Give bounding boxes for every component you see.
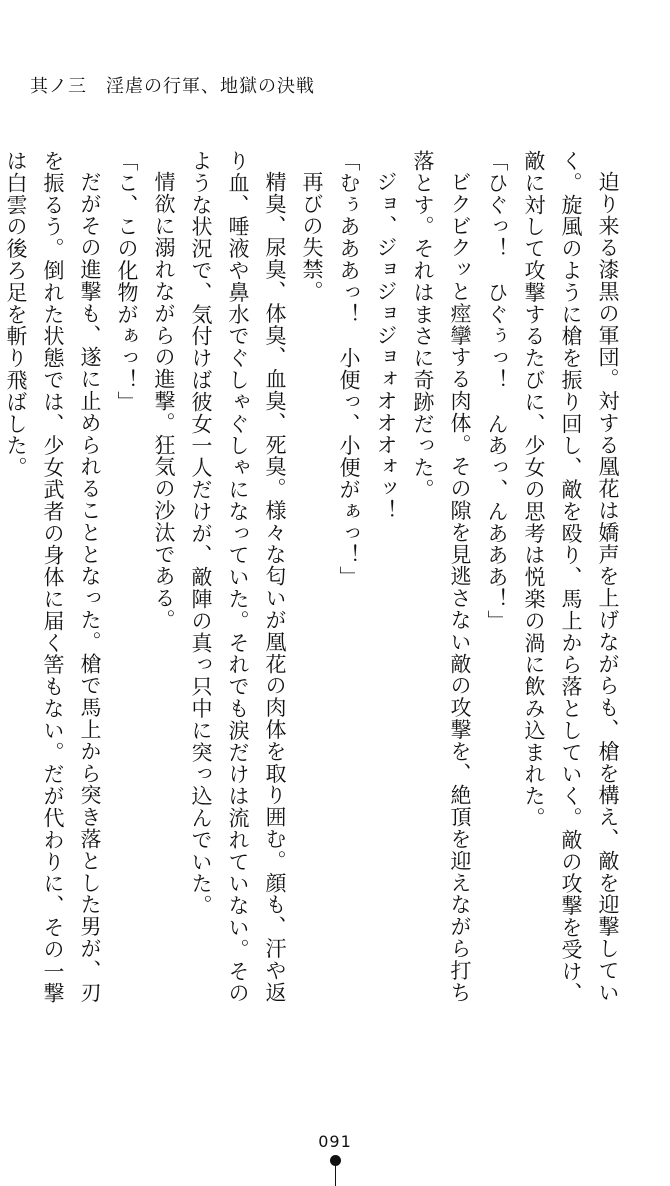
page-folio <box>0 1132 670 1186</box>
paragraph-narration: だがその進撃も、遂に止められることとなった。槍で馬上から突き落とした男が、刃を振るう。倒れた状態では、少女武者の身体に届く筈もない。だが代わりに、その一撃は白雲の後ろ足を斬り飛ばした。 <box>4 150 102 1005</box>
paragraph-dialogue: 「むぅあああっ！ 小便っ、小便がぁっ！」 <box>337 150 361 588</box>
paragraph-dialogue: 「ひぐっ！ ひぐぅっ！ んあっ、んあああ！」 <box>485 150 509 632</box>
paragraph-narration: ビクビクッと痙攣する肉体。その隙を見逃さない敵の攻撃を、絶頂を迎えながら打ち落とす。それはまさに奇跡だった。 <box>411 150 472 1004</box>
paragraph-narration: 再びの失禁。 <box>300 171 324 303</box>
running-head: 其ノ三 淫虐の行軍、地獄の決戦 <box>30 76 315 97</box>
vertical-body-text <box>0 150 626 1010</box>
paragraph-sound-effect: ジョ、ジョジョジョォオオオォッ！ <box>374 171 398 522</box>
folio-rule <box>335 1166 336 1186</box>
paragraph-narration: 情欲に溺れながらの進撃。狂気の沙汰である。 <box>152 171 176 631</box>
page-number: 091 <box>318 1132 352 1151</box>
folio-dot-icon <box>330 1155 341 1166</box>
paragraph-dialogue: 「こ、この化物がぁっ！」 <box>115 150 139 413</box>
paragraph-narration: 迫り来る漆黒の軍団。対する凰花は嬌声を上げながらも、槍を構え、敵を迎撃していく。旋風のように槍を振り回し、敵を殴り、馬上から落としていく。敵の攻撃を受け、敵に対して攻撃するたびに、少女の思考は悦楽の渦に飲み込まれた。 <box>522 150 620 1005</box>
paragraph-narration: 精臭、尿臭、体臭、血臭、死臭。様々な匂いが凰花の肉体を取り囲む。顔も、汗や返り血、唾液や鼻水でぐしゃぐしゃになっていた。それでも涙だけは流れていない。そのような状況で、気付けば彼女一人だけが、敵陣の真っ只中に突っ込んでいた。 <box>189 150 287 1005</box>
